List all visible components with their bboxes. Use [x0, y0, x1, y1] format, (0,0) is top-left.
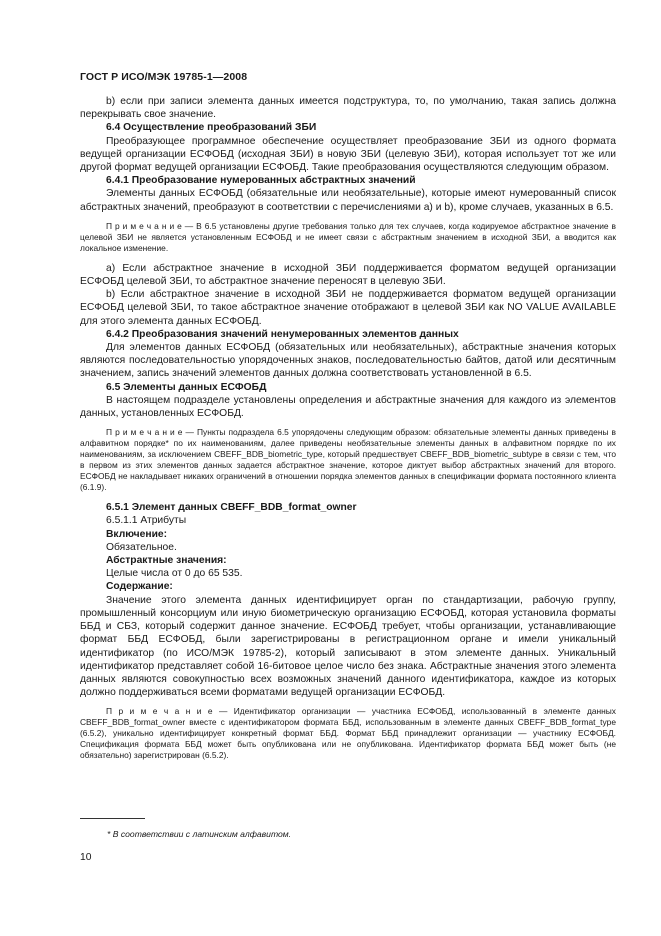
- document-header: ГОСТ Р ИСО/МЭК 19785-1—2008: [80, 71, 248, 83]
- section-heading-6-5: 6.5 Элементы данных ЕСФОБД: [106, 381, 267, 393]
- paragraph: Значение этого элемента данных идентифицирует орган по стандартизации, рабочую группу, промышленный консорциум или иную биометрическую организацию ЕСФОБД, которая установила форматы ББД и СБЗ, который содержит данное значение. ЕСФОБД требует, чтобы организации, устанавливающие формат ББД ЕСФОБД, были зарегистрированы в регистрационном органе и имели уникальный идентификатор (по ИСО/МЭК 19785-2), который записывают в этом элементе данных. Уникальный идентификатор представляет собой 16-битовое целое число без знака. Абстрактные значения этого элемента данных являются совокупностью всех возможных значений данного идентификатора, каждое из которых должно поддерживаться всеми форматами ведущей организации ЕСФОБД.: [80, 594, 616, 699]
- page-body: [80, 95, 616, 769]
- list-item-b: b) Если абстрактное значение в исходной ЗБИ не поддерживается форматом ведущей организации ЕСФОБД целевой ЗБИ, то такое абстрактное значение отображают в целевой ЗБИ как NO VALUE AVAILABLE для этого элемента данных ЕСФОБД.: [80, 289, 616, 327]
- section-heading-6-4-1: 6.4.1 Преобразование нумерованных абстрактных значений: [106, 175, 416, 187]
- note: П р и м е ч а н и е — Пункты подраздела 6.5 упорядочены следующим образом: обязательные элементы данных приведены в алфавитном порядке* по их наименованиям, далее приведены необязательные элементы данных в алфавитном порядке по их наименованиям, за исключением CBEFF_BDB_biometric_type, который предшествует CBEFF_BDB_biometric_subtype в связи с тем, что в первом из этих элементов данных задается абстрактное значение, которое диктует выбор абстрактных значений для второго. ЕСФОБД не накладывает никаких ограничений в отношении порядка элементов данных в спецификации формата постоянного клиента (6.1.9).: [80, 427, 616, 493]
- list-item-b: b) если при записи элемента данных имеется подструктура, то, по умолчанию, такая запись должна перекрывать свое значение.: [80, 96, 616, 121]
- field-label-inclusion: Включение:: [106, 528, 168, 540]
- subsection-label: 6.5.1.1 Атрибуты: [106, 515, 187, 527]
- paragraph: Для элементов данных ЕСФОБД (обязательных или необязательных), абстрактные значения которых являются последовательностью упорядоченных знаков, последовательностью байтов, датой или десятичным значением, запись значений элементов данных должна соответствовать установленной в 6.5.: [80, 342, 616, 380]
- field-value-abstract-values: Целые числа от 0 до 65 535.: [106, 568, 243, 580]
- paragraph: В настоящем подразделе установлены определения и абстрактные значения для каждого из элементов данных, установленных ЕСФОБД.: [80, 394, 616, 420]
- footnote: * В соответствии с латинским алфавитом.: [107, 829, 292, 839]
- paragraph: Преобразующее программное обеспечение осуществляет преобразование ЗБИ из одного формата ведущей организации ЕСФОБД (исходная ЗБИ) в новую ЗБИ (целевую ЗБИ), которая использует тот же или другой формат ведущей организации ЕСФОБД. Такие преобразования осуществляются следующим образом.: [80, 135, 616, 174]
- section-heading-6-4-2: 6.4.2 Преобразования значений ненумерованных элементов данных: [106, 328, 459, 340]
- field-label-content: Содержание:: [106, 581, 173, 593]
- note: П р и м е ч а н и е — Идентификатор организации — участника ЕСФОБД, использованный в элементе данных CBEFF_BDB_format_owner вместе с идентификатором формата ББД, использованным в элементе данных CBEFF_BDB_format_type (6.5.2), уникально идентифицирует конкретный формат ББД. Формат ББД принадлежит организации — участнику ЕСФОБД. Спецификация формата ББД может быть опубликована или не опубликована. Идентификатор формата ББД может быть (не обязательно) зарегистрирован (6.5.2).: [80, 706, 616, 761]
- footnote-divider: [80, 818, 145, 819]
- page-number: 10: [80, 852, 92, 863]
- paragraph: Элементы данных ЕСФОБД (обязательные или необязательные), которые имеют нумерованный список абстрактных значений, преобразуют в соответствии с перечислениями а) и b), кроме случаев, указанных в 6.5.: [80, 188, 616, 213]
- section-heading-6-5-1: 6.5.1 Элемент данных CBEFF_BDB_format_owner: [106, 502, 357, 514]
- note: П р и м е ч а н и е — В 6.5 установлены другие требования только для тех случаев, когда кодируемое абстрактное значение в целевой ЗБИ не является установленным ЕСФОБД и не имеет связи с абстрактным значением в исходной ЗБИ, а вводится как локальное изменение.: [80, 220, 616, 253]
- list-item-a: а) Если абстрактное значение в исходной ЗБИ поддерживается форматом ведущей организации ЕСФОБД целевой ЗБИ, то абстрактное значение переносят в целевую ЗБИ.: [80, 262, 616, 288]
- field-label-abstract-values: Абстрактные значения:: [106, 555, 227, 567]
- section-heading-6-4: 6.4 Осуществление преобразований ЗБИ: [106, 122, 317, 134]
- field-value-inclusion: Обязательное.: [106, 541, 177, 553]
